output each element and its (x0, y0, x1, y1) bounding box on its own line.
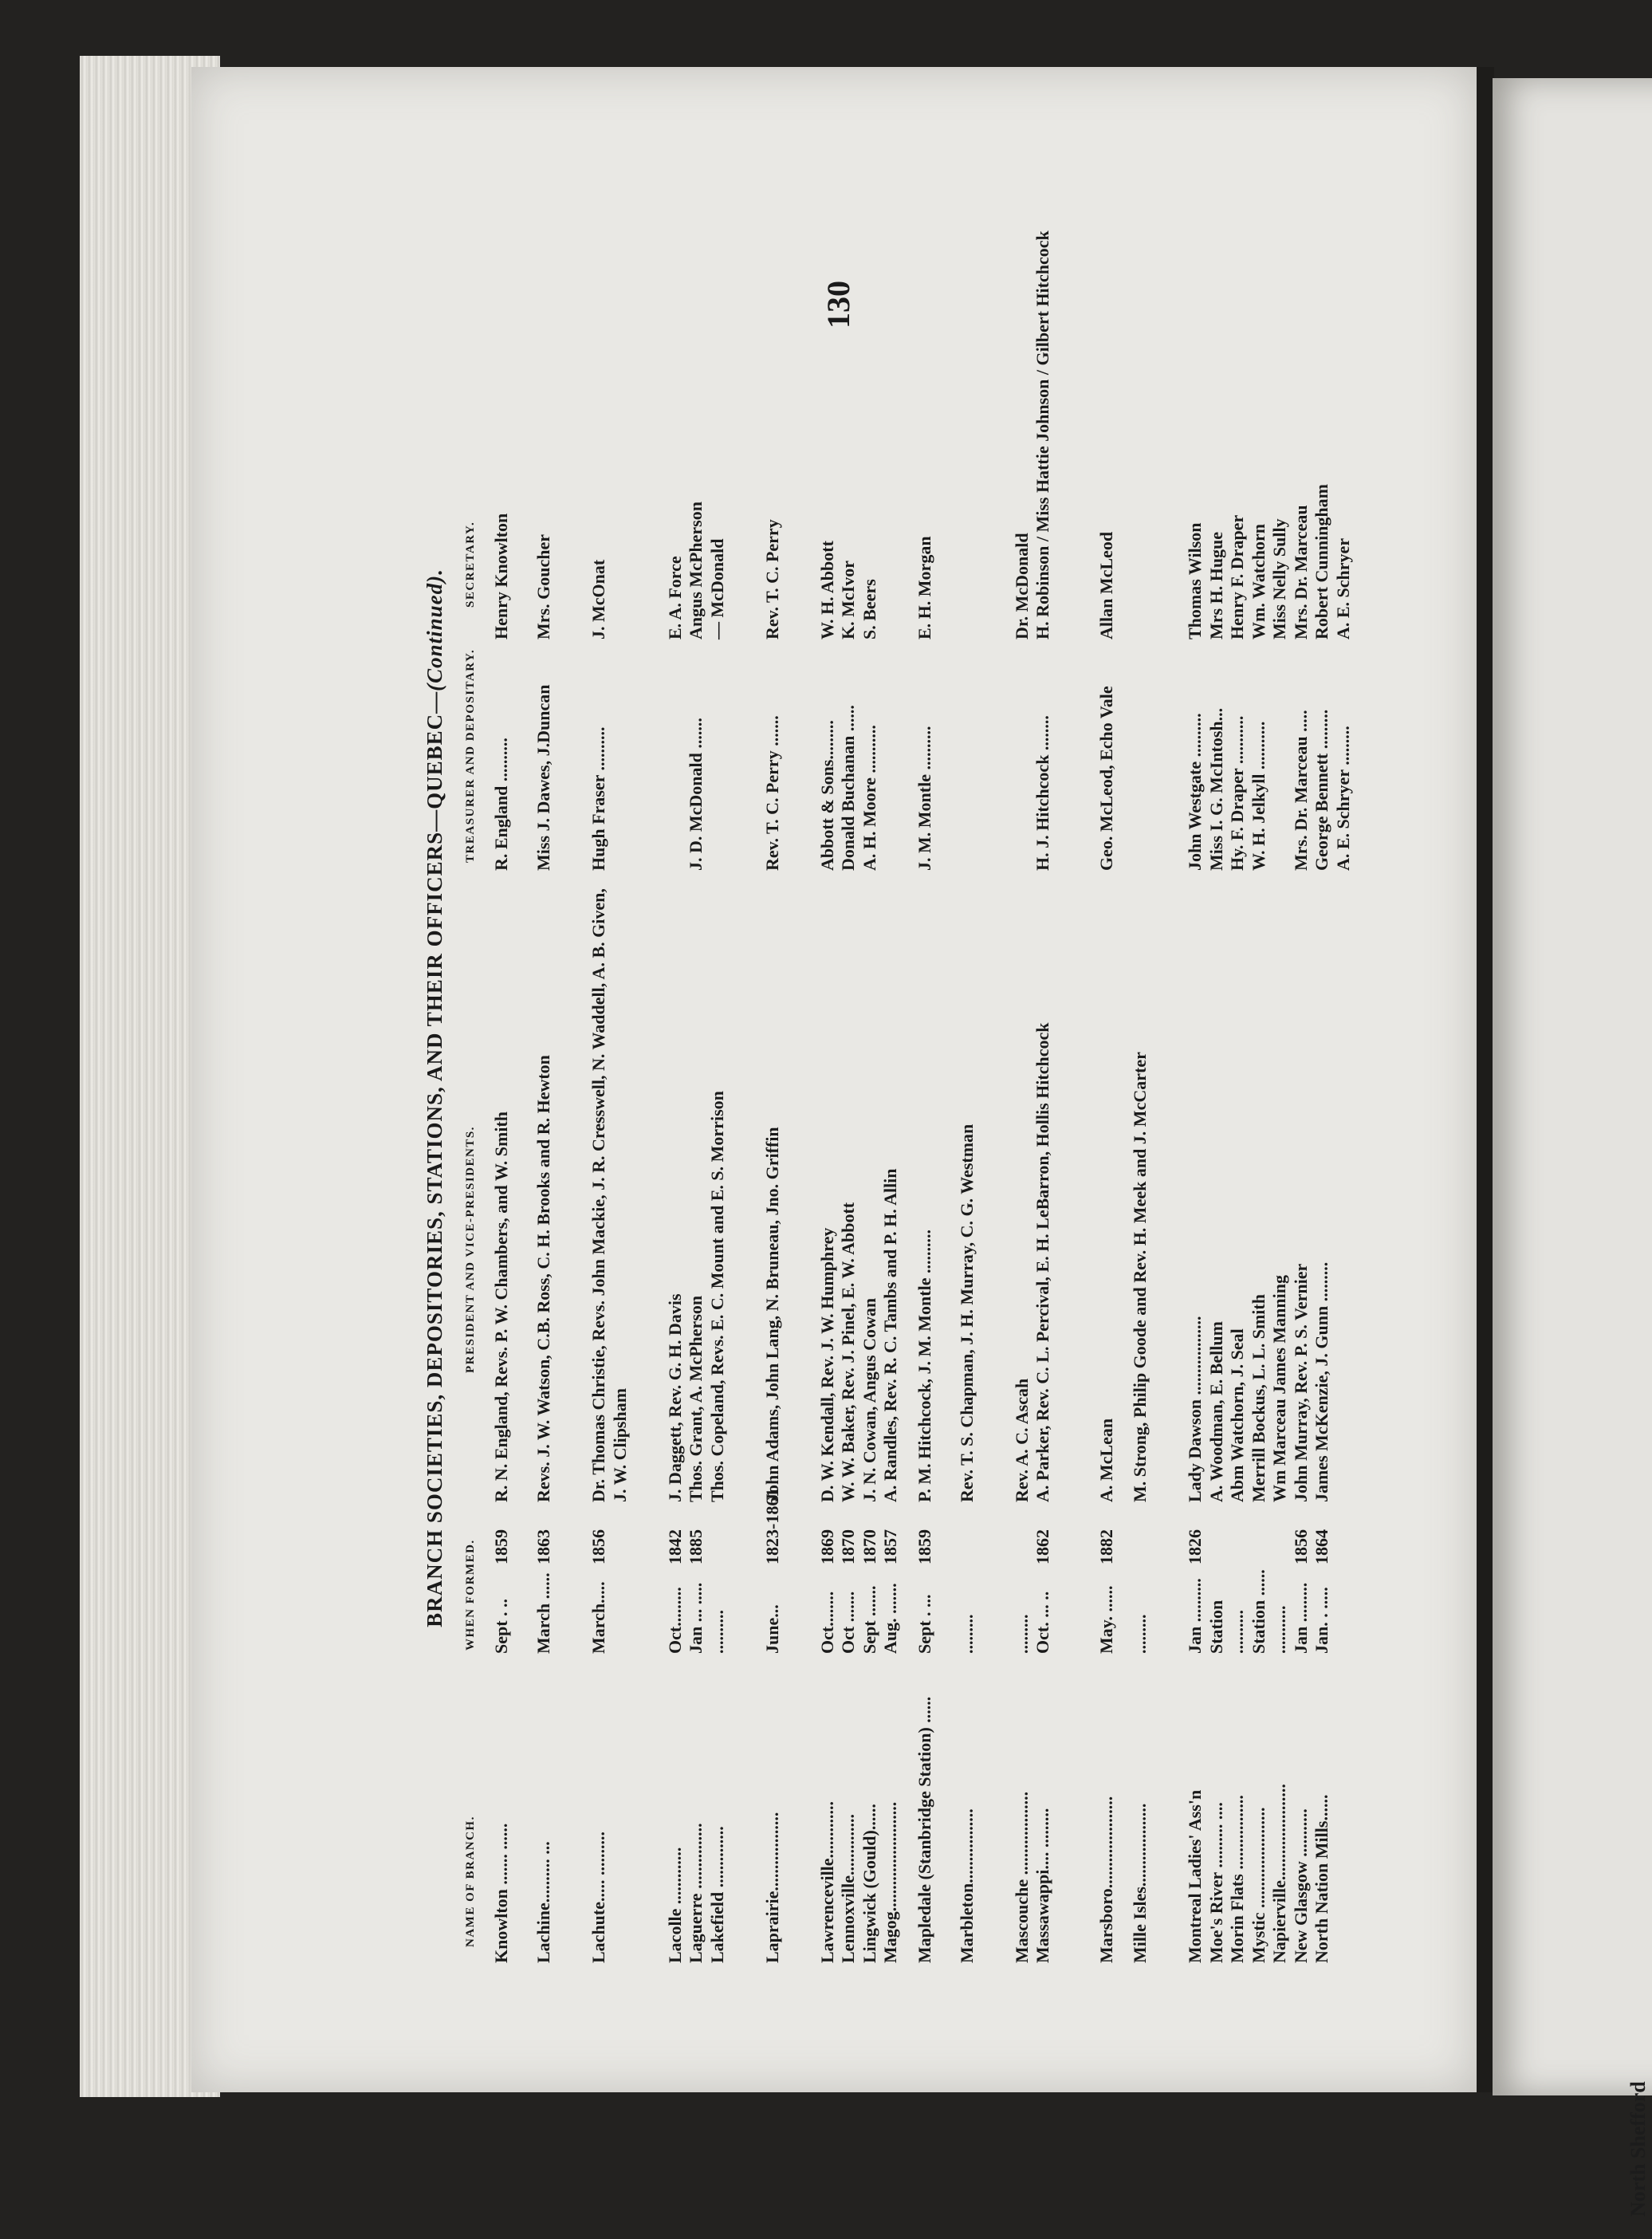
treasurer-cell: Mrs. Dr. Marceau ..... (1290, 710, 1311, 871)
branch-name: Marbleton................. (956, 1808, 977, 1963)
table-row (1333, 233, 1355, 1963)
formed-year: 1870 (859, 1529, 879, 1564)
formed-year: 1862 (1032, 1529, 1052, 1564)
treasurer-cell: George Bennett ......... (1312, 709, 1331, 871)
secretary-cell: Mrs. Dr. Marceau (1290, 505, 1311, 639)
page-content (423, 230, 1379, 1963)
branch-name: North Nation Mills...... (1312, 1794, 1331, 1963)
branch-table (491, 230, 1354, 1963)
branch-name: Lacolle ............. (664, 1847, 685, 1963)
secretary-cell: K. McIvor (838, 561, 858, 639)
table-row (880, 233, 902, 1963)
president-cell: J. Daggett, Rev. G. H. Davis (664, 1293, 685, 1502)
formed-year: 1859 (491, 1529, 511, 1564)
table-row (1269, 233, 1291, 1963)
president-cell: Thos. Grant, A. McPherson (686, 1295, 706, 1502)
row-spacer (804, 233, 817, 1963)
president-cell: A. Parker, Rev. C. L. Percival, E. H. LeBarron, Hollis Hitchcock (1032, 1022, 1052, 1502)
president-cell: W. W. Baker, Rev. J. Pinel, E. W. Abbott (838, 1202, 858, 1502)
treasurer-cell: Abbott & Sons......... (816, 720, 837, 871)
table-row (533, 233, 576, 1963)
row-spacer (1172, 233, 1185, 1963)
branch-name: Magog......................... (880, 1801, 900, 1963)
table-row (762, 233, 804, 1963)
treasurer-cell: Miss I. G. McIntosh... (1206, 707, 1226, 871)
formed-year: 1856 (588, 1529, 608, 1564)
formed-month: Station (1206, 1600, 1226, 1654)
branch-name: Napierville...................... (1269, 1784, 1289, 1963)
formed-year: 1869 (816, 1529, 837, 1564)
secretary-cell: Dr. McDonald (1011, 533, 1032, 639)
treasurer-cell: R. England .......... (491, 738, 511, 871)
president-cell: Thos. Copeland, Revs. E. C. Mount and E. S. Morrison (706, 1091, 727, 1502)
table-row (1012, 233, 1033, 1963)
secretary-cell: H. Robinson / Miss Hattie Johnson / Gilbert Hitchcock (1032, 230, 1052, 639)
treasurer-cell: A. E. Schryer ......... (1332, 726, 1353, 871)
president-cell: Rev. A. C. Ascah (1011, 1378, 1032, 1502)
secretary-cell: Mrs. Goucher (533, 534, 553, 639)
table-row (957, 233, 999, 1963)
secretary-cell: Thomas Wilson (1185, 522, 1205, 639)
formed-year: 1859 (914, 1529, 934, 1564)
branch-name: New Glasgow ........... (1290, 1808, 1311, 1963)
treasurer-cell: W. H. Jelkyll ........... (1248, 721, 1268, 871)
table-row (1227, 233, 1249, 1963)
secretary-cell: Rev. T. C. Perry (761, 519, 782, 639)
secretary-cell: Robert Cunningham (1312, 484, 1331, 639)
page-title (423, 233, 447, 1963)
treasurer-cell: Miss J. Dawes, J.Duncan (533, 684, 553, 871)
secretary-cell: A. E. Schryer (1332, 537, 1353, 639)
treasurer-cell: Hugh Fraser .......... (588, 726, 608, 871)
president-cell: A. Randles, Rev. R. C. Tambs and P. H. Allin (880, 1168, 900, 1502)
president-cell: R. N. England, Revs. P. W. Chambers, and W. Smith (491, 1111, 511, 1502)
president-cell: John Murray, Rev. P. S. Vernier (1290, 1263, 1311, 1502)
president-cell: Revs. J. W. Watson, C.B. Ross, C. H. Brooks and R. Hewton (533, 1055, 553, 1502)
branch-name: Mapledale (Stanbridge Station) ...... (914, 1696, 934, 1963)
branch-name: Lingwick (Gould)...... (859, 1804, 879, 1963)
secretary-cell: E. H. Morgan (914, 536, 934, 639)
table-row (1291, 233, 1312, 1963)
table-row (1185, 233, 1206, 1963)
table-row (817, 233, 839, 1963)
table-row (1312, 233, 1333, 1963)
president-cell: Merrill Bockus, L. L. Smith (1248, 1294, 1268, 1502)
row-spacer (1117, 233, 1130, 1963)
president-cell: Rev. T. S. Chapman, J. H. Murray, C. G. Westman (956, 1123, 977, 1502)
formed-month: May. ...... (1095, 1585, 1116, 1654)
branch-name: Lawrenceville............. (816, 1800, 837, 1963)
branch-name: Massawappi.... ......... (1032, 1808, 1052, 1963)
formed-month: ......... (1011, 1614, 1032, 1654)
formed-month: .......... (1227, 1610, 1247, 1654)
secretary-cell: E. A. Force (664, 556, 685, 639)
table-row (859, 233, 881, 1963)
branch-name: Lachine.......... ... (533, 1841, 553, 1963)
table-row (588, 233, 652, 1963)
formed-month: June... (761, 1604, 782, 1654)
secretary-cell: Henry Knowlton (491, 513, 511, 639)
row-spacer (576, 233, 588, 1963)
secretary-cell: J. McOnat (588, 559, 608, 639)
treasurer-cell: Geo. McLeod, Echo Vale (1095, 686, 1116, 871)
formed-year: 1870 (838, 1529, 858, 1564)
column-header-treasurer: TREASURER AND DEPOSITARY. (464, 648, 477, 863)
branch-name: Mille Isles................... (1130, 1803, 1150, 1963)
formed-month: Jan ... ..... (686, 1582, 706, 1654)
formed-year: 1842 (664, 1529, 685, 1564)
branch-name: Lennoxville.............. (838, 1813, 858, 1963)
formed-month: Oct. ... .. (1032, 1591, 1052, 1654)
formed-year: 1863 (533, 1529, 553, 1564)
branch-name: Marsboro..................... (1095, 1796, 1116, 1963)
branch-name: Mystic ....................... (1248, 1807, 1268, 1963)
formed-month: Oct........ (816, 1591, 837, 1654)
formed-month: Jan .......... (1185, 1578, 1205, 1654)
formed-month: Sept . ... (914, 1594, 934, 1654)
branch-name: Lakefield .............. (706, 1826, 727, 1963)
formed-year: 1857 (880, 1529, 900, 1564)
row-spacer (902, 233, 914, 1963)
president-cell: J. N. Cowan, Angus Cowan (859, 1297, 879, 1502)
formed-year: 1856 (1290, 1529, 1311, 1564)
treasurer-cell: H. J. Hitchcock ........ (1032, 715, 1052, 871)
secretary-cell: Henry F. Draper (1227, 514, 1247, 639)
row-spacer (999, 233, 1012, 1963)
formed-year: 1864 (1312, 1529, 1331, 1564)
president-cell: A. McLean (1095, 1418, 1116, 1502)
branch-name: Montreal Ladies' Ass'n (1185, 1789, 1205, 1963)
column-header-name: NAME OF BRANCH. (464, 1816, 477, 1947)
branch-name: Moe's River .......... .... (1206, 1802, 1226, 1963)
president-cell: James McKenzie, J. Gunn ......... (1312, 1261, 1331, 1502)
president-cell: John Adams, John Lang, N. Bruneau, Jno. Griffin (761, 1127, 782, 1502)
treasurer-cell: J. D. McDonald ....... (686, 718, 706, 871)
treasurer-cell: Donald Buchanan ...... (838, 705, 858, 871)
formed-year: 1882 (1095, 1529, 1116, 1564)
page-title-subtitle: (Continued). (423, 569, 446, 691)
president-cell: A. Woodman, E. Bellum (1206, 1321, 1226, 1502)
table-row (1032, 230, 1096, 1963)
treasurer-cell: John Westgate .......... (1185, 713, 1205, 871)
row-spacer (652, 233, 665, 1963)
treasurer-cell: J. M. Montle .......... (914, 726, 934, 871)
secretary-cell: — McDonald (706, 538, 727, 639)
treasurer-cell: A. H. Moore ........... (859, 725, 879, 871)
page-title-text: BRANCH SOCIETIES, DEPOSITORIES, STATIONS, AND THEIR OFFICERS—QUEBEC— (423, 691, 446, 1627)
secretary-cell: W. H. Abbott (816, 541, 837, 639)
president-cell: M. Strong, Philip Goode and Rev. H. Meek and J. McCarter (1130, 1052, 1150, 1502)
book-gutter (1477, 67, 1494, 2092)
formed-month: Sept . .. (491, 1598, 511, 1654)
formed-year: 1823-1861 (761, 1488, 782, 1564)
page-number: 130 (820, 281, 856, 329)
formed-month: Sept ....... (859, 1585, 879, 1654)
row-spacer (749, 233, 762, 1963)
branch-name: Morin Flats ................. (1227, 1795, 1247, 1963)
table-row (838, 233, 859, 1963)
treasurer-cell: Hy. F. Draper ........... (1227, 715, 1247, 871)
table-row (1096, 233, 1118, 1963)
table-row (1249, 233, 1270, 1963)
table-row (665, 233, 686, 1963)
secretary-cell: Miss Nelly Sully (1269, 518, 1289, 639)
secretary-cell: Wm. Watchorn (1248, 523, 1268, 639)
table-row (1206, 233, 1228, 1963)
formed-month: Jan. . ..... (1312, 1587, 1331, 1654)
president-cell: Lady Dawson .................. (1185, 1316, 1205, 1502)
table-row (491, 233, 533, 1963)
formed-month: .......... (706, 1610, 727, 1654)
formed-month: Jan ......... (1290, 1582, 1311, 1654)
branch-name: Laprairie.................. (761, 1812, 782, 1963)
president-cell: Wm Marceau James Manning (1269, 1275, 1289, 1502)
next-page-heading: North Shefford (1626, 2081, 1650, 2217)
branch-name: Mascouche ................... (1011, 1791, 1032, 1963)
formed-month: March ...... (533, 1572, 553, 1654)
formed-month: ........... (1269, 1605, 1289, 1654)
table-row (1130, 233, 1172, 1963)
treasurer-cell: Rev. T. C. Perry ....... (761, 715, 782, 871)
table-row (707, 233, 749, 1963)
secretary-cell: Angus McPherson (686, 502, 706, 639)
formed-month: Aug. ....... (880, 1583, 900, 1654)
formed-month: Oct......... (664, 1587, 685, 1654)
president-cell: Abm Watchorn, J. Seal (1227, 1328, 1247, 1502)
formed-month: Station ...... (1248, 1569, 1268, 1654)
table-row (686, 233, 707, 1963)
formed-month: ......... (1130, 1614, 1150, 1654)
column-header-formed: WHEN FORMED. (464, 1539, 477, 1651)
president-cell: P. M. Hitchcock, J. M. Montle .......... (914, 1230, 934, 1502)
branch-name: Laguerre ............... (686, 1823, 706, 1963)
next-page (1493, 78, 1652, 2095)
column-header-secretary: SECRETARY. (464, 521, 477, 608)
formed-month: Oct ....... (838, 1591, 858, 1654)
branch-name: Knowlton ....... ...... (491, 1823, 511, 1963)
formed-year: 1826 (1185, 1529, 1205, 1564)
branch-name: Lachute..... .......... (588, 1832, 608, 1963)
formed-month: March..... (588, 1581, 608, 1654)
secretary-cell: Allan McLeod (1095, 531, 1116, 639)
table-row (914, 233, 957, 1963)
secretary-cell: S. Beers (859, 579, 879, 639)
president-cell: D. W. Kendall, Rev. J. W. Humphrey (816, 1227, 837, 1502)
president-cell: Dr. Thomas Christie, Revs. John Mackie, J. R. Cresswell, N. Waddell, A. B. Given, J. W. Clipsham (588, 888, 630, 1502)
column-header-president: PRESIDENT AND VICE-PRESIDENTS. (464, 1126, 477, 1373)
formed-month: ......... (956, 1614, 977, 1654)
formed-year: 1885 (686, 1529, 706, 1564)
secretary-cell: Mrs H. Hugue (1206, 531, 1226, 639)
